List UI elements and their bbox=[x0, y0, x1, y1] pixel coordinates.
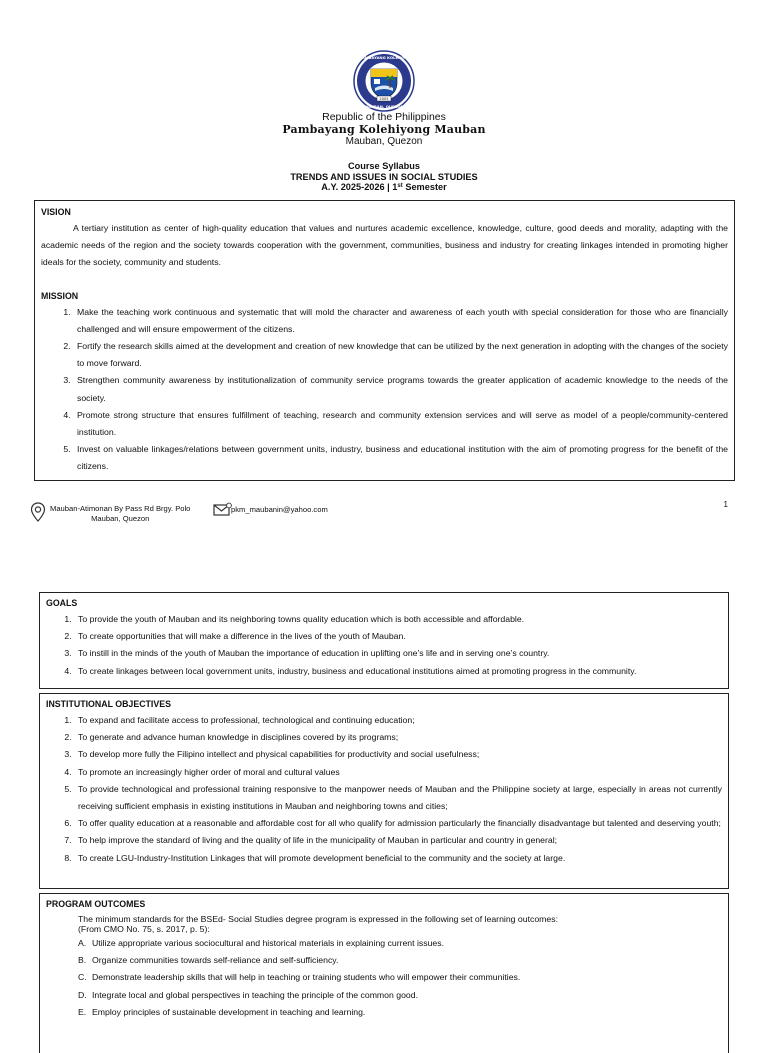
institutional-objectives-box bbox=[39, 693, 729, 889]
list-item: 2. To create opportunities that will make a difference in the lives of the youth of Mauban. bbox=[74, 628, 722, 645]
list-item: E. Employ principles of sustainable development in teaching and learning. bbox=[78, 1006, 366, 1017]
svg-text:MAUBAN, QUEZON: MAUBAN, QUEZON bbox=[364, 104, 404, 109]
mission-heading: MISSION bbox=[41, 290, 79, 301]
list-item: 2. To generate and advance human knowledge in disciplines covered by its programs; bbox=[74, 729, 722, 746]
program-outcomes-list bbox=[46, 935, 722, 1021]
list-item: A. Utilize appropriate various sociocultural and historical materials in explaining current issues. bbox=[78, 938, 445, 948]
location-pin-icon bbox=[30, 502, 46, 522]
syllabus-title-block bbox=[0, 161, 768, 193]
objectives-heading: INSTITUTIONAL OBJECTIVES bbox=[46, 699, 171, 709]
footer-address: Mauban-Atimonan By Pass Rd Brgy. Polo Mauban, Quezon bbox=[50, 504, 191, 523]
list-item: D. Integrate local and global perspectives in teaching the principle of the common good. bbox=[78, 989, 418, 1000]
svg-text:2005: 2005 bbox=[379, 97, 389, 101]
list-item: 3. To develop more fully the Filipino intellect and physical capabilities for productivity and social usefulness; bbox=[74, 746, 722, 763]
objectives-list bbox=[46, 712, 722, 867]
mission-list bbox=[41, 304, 728, 476]
list-item: 2. Fortify the research skills aimed at the development and creation of new knowledge that can be utilized by the next generation in adopting with the changes of the society to move forward. bbox=[73, 338, 728, 372]
list-item: 4. Promote strong structure that ensures fulfillment of teaching, research and community extension services and will serve as model of a people/community-centered institution. bbox=[73, 407, 728, 441]
program-outcomes-intro: The minimum standards for the BSEd- Social Studies degree program is expressed in the following set of learning outcomes: (From CMO No. 75, s. 2017, p. 5): bbox=[78, 914, 558, 934]
list-item: 1. To expand and facilitate access to professional, technological and continuing education; bbox=[74, 712, 722, 729]
vision-text: A tertiary institution as center of high-quality education that values and nurtures academic excellence, knowledge, culture, good deeds and morality, adapting with the academic needs of the region and the society towards cooperation with the government, communities, business and industry for creating linkages intended in promoting higher ideals for the society, community and students. bbox=[41, 223, 728, 268]
list-item: 1. Make the teaching work continuous and systematic that will mold the character and awareness of each youth with special consideration for those who are financially challenged and will ensure empowerment of the citizens. bbox=[73, 304, 728, 338]
page-number: 1 bbox=[723, 500, 728, 509]
list-item: 7. To help improve the standard of living and the quality of life in the municipality of Mauban in particular and country in general; bbox=[74, 832, 722, 849]
list-item: 1. To provide the youth of Mauban and its neighboring towns quality education which is both accessible and affordable. bbox=[74, 611, 722, 628]
footer-email: pkm_maubanin@yahoo.com bbox=[231, 505, 328, 514]
republic-line: Republic of the Philippines bbox=[322, 111, 446, 123]
goals-list bbox=[46, 611, 722, 680]
college-location: Mauban, Quezon bbox=[345, 136, 423, 147]
vision-heading: VISION bbox=[41, 207, 71, 217]
list-item: 3. Strengthen community awareness by institutionalization of community service programs towards the greater application of academic knowledge to the needs of the society. bbox=[73, 372, 728, 406]
document-header bbox=[0, 111, 768, 148]
svg-text:PAMBAYANG KOLEHIYO: PAMBAYANG KOLEHIYO bbox=[359, 55, 409, 60]
list-item: C. Demonstrate leadership skills that will help in teaching or training students who will empower their communities. bbox=[78, 972, 521, 983]
list-item: B. Organize communities towards self-reliance and self-sufficiency. bbox=[78, 955, 339, 966]
college-name: Pambayang Kolehiyong Mauban bbox=[282, 123, 486, 136]
list-item: 5. To provide technological and professional training responsive to the manpower needs of Mauban and the Philippine society at large, especially in areas not currently receiving sufficient emphasis in existing institutions in Mauban and neighboring towns and cities; bbox=[74, 781, 722, 815]
list-item: 6. To offer quality education at a reasonable and affordable cost for all who qualify for admission particularly the financially disadvantage but talented and deserving youth; bbox=[74, 815, 722, 832]
list-item: 4. To promote an increasingly higher order of moral and cultural values bbox=[74, 764, 722, 781]
program-outcomes-heading: PROGRAM OUTCOMES bbox=[46, 899, 146, 909]
goals-heading: GOALS bbox=[46, 598, 78, 608]
academic-year: A.Y. 2025-2026 | 1st Semester bbox=[321, 182, 447, 192]
college-seal-logo bbox=[349, 50, 419, 112]
envelope-icon bbox=[213, 502, 232, 517]
list-item: 8. To create LGU-Industry-Institution Linkages that will promote development beneficial to the community and the society at large. bbox=[74, 850, 722, 867]
program-outcomes-box bbox=[39, 893, 729, 1053]
list-item: 4. To create linkages between local government units, industry, business and educational institutions aimed at promoting progress in the community. bbox=[74, 663, 722, 680]
vision-mission-box bbox=[34, 200, 735, 481]
syllabus-label: Course Syllabus bbox=[348, 161, 420, 171]
list-item: 3. To instill in the minds of the youth of Mauban the importance of education in uplifting one’s life and in serving one’s country. bbox=[74, 645, 722, 662]
list-item: 5. Invest on valuable linkages/relations between government units, industry, business and educational institution with the aim of promoting progress for the benefit of the citizens. bbox=[73, 441, 728, 475]
page-footer bbox=[30, 502, 740, 530]
syllabus-page-2 bbox=[0, 580, 768, 1024]
goals-box bbox=[39, 592, 729, 689]
course-title: TRENDS AND ISSUES IN SOCIAL STUDIES bbox=[290, 171, 478, 182]
